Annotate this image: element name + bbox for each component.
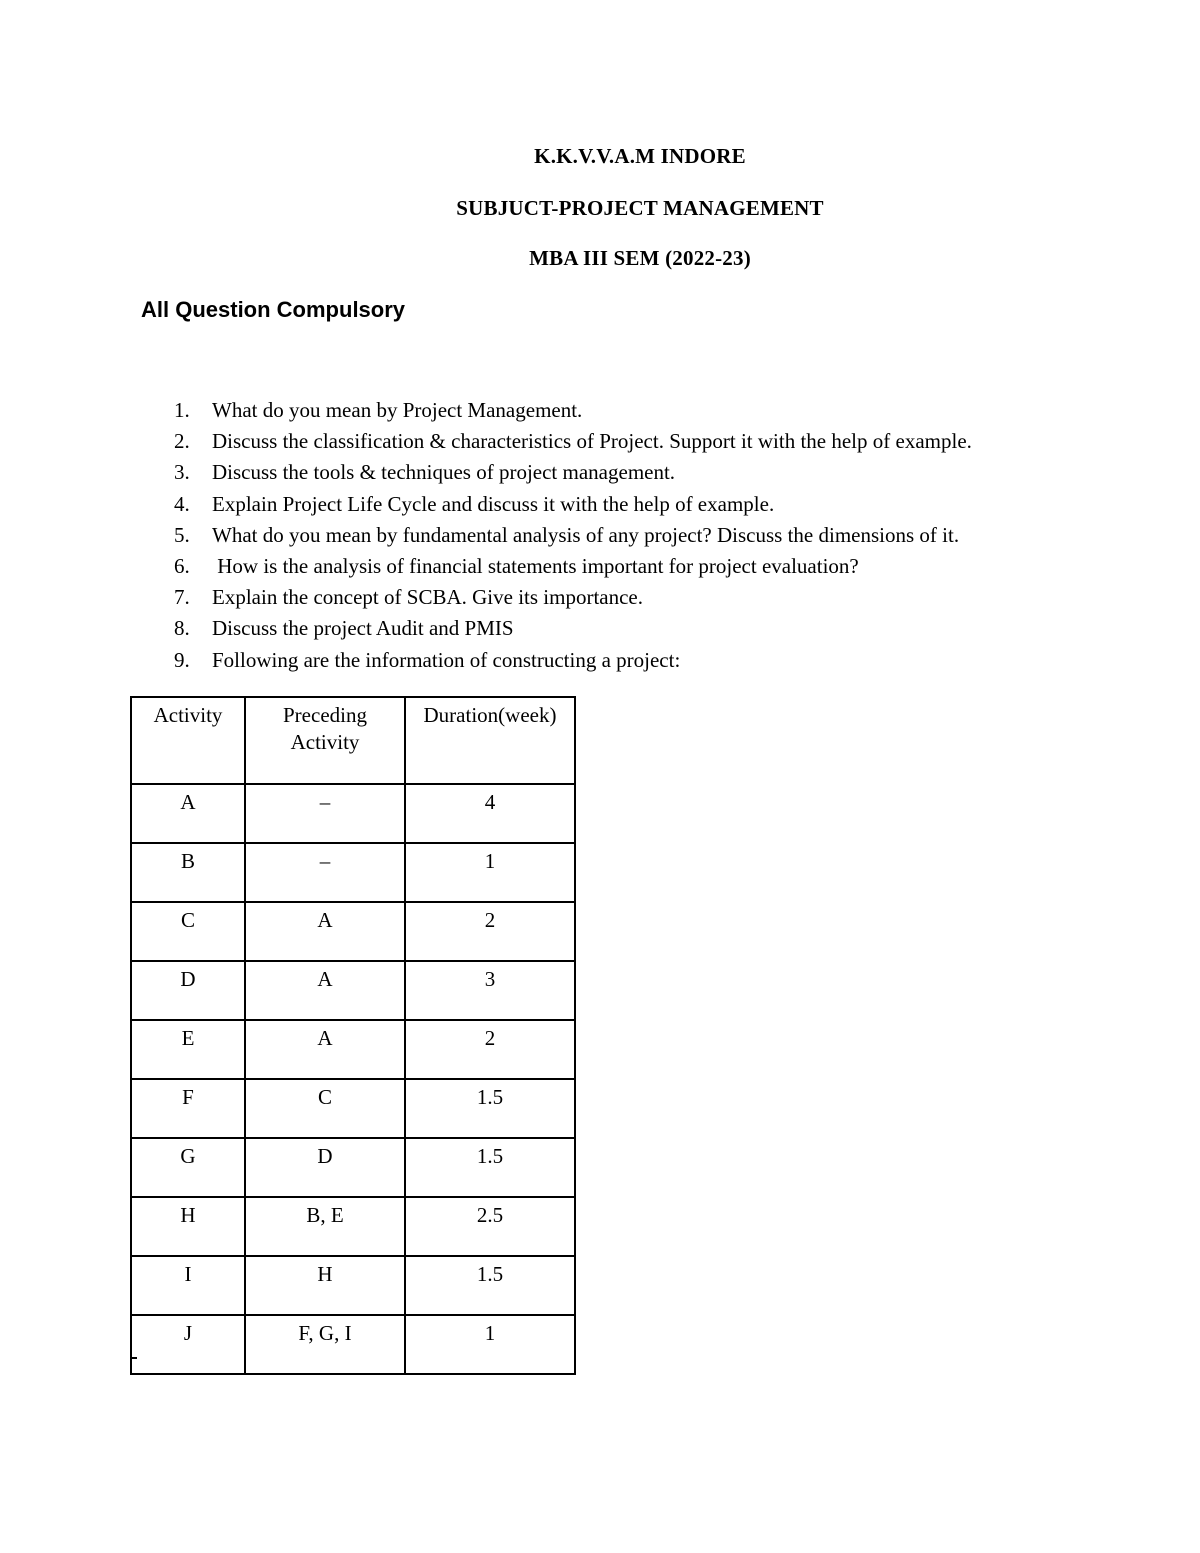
cell-duration: 2 [405,902,575,961]
cell-preceding: A [245,961,405,1020]
header-preceding-text: Preceding Activity [283,703,367,754]
question-number: 7. [174,585,190,610]
cell-preceding: B, E [245,1197,405,1256]
class-semester: MBA III SEM (2022-23) [529,246,751,270]
table-header-row [131,697,575,784]
question-text: Discuss the classification & characteristics of Project. Support it with the help of example. [212,429,972,454]
question-number: 6. [174,553,190,578]
table-row [131,843,575,902]
cell-activity: C [131,902,245,961]
table-row [131,1138,575,1197]
cell-preceding: D [245,1138,405,1197]
cell-duration: 1.5 [405,1138,575,1197]
cell-preceding: C [245,1079,405,1138]
question-text: Following are the information of constructing a project: [212,647,681,672]
cell-activity: E [131,1020,245,1079]
institution-name: K.K.V.V.A.M INDORE [534,144,746,168]
instruction-heading: All Question Compulsory [141,297,406,322]
question-text: What do you mean by fundamental analysis of any project? Discuss the dimensions of it. [212,522,960,547]
cell-duration: 2 [405,1020,575,1079]
cell-preceding: A [245,1020,405,1079]
table-row [131,1197,575,1256]
table-row [131,1079,575,1138]
question-text: Explain the concept of SCBA. Give its importance. [212,585,643,610]
question-number: 2. [174,429,190,454]
table-row [131,902,575,961]
question-text: Discuss the project Audit and PMIS [212,616,514,641]
cell-preceding: – [245,784,405,843]
cell-preceding: H [245,1256,405,1315]
cell-duration: 3 [405,961,575,1020]
question-text: Explain Project Life Cycle and discuss it with the help of example. [212,491,775,516]
cell-activity: J [131,1315,245,1374]
cell-activity: H [131,1197,245,1256]
header-activity: Activity [131,697,245,784]
cell-preceding: F, G, I [245,1315,405,1374]
cell-duration: 1.5 [405,1079,575,1138]
cell-activity: G [131,1138,245,1197]
question-number: 1. [174,398,190,422]
cell-activity: A [131,784,245,843]
cell-duration: 2.5 [405,1197,575,1256]
cell-activity: D [131,961,245,1020]
cell-activity: B [131,843,245,902]
cell-activity: I [131,1256,245,1315]
cell-duration: 1.5 [405,1256,575,1315]
question-number: 4. [174,491,190,516]
table-row [131,784,575,843]
cell-duration: 1 [405,843,575,902]
question-text: What do you mean by Project Management. [212,398,583,422]
table-row [131,961,575,1020]
cell-duration: 1 [405,1315,575,1374]
activity-table [130,696,576,1375]
cell-activity: F [131,1079,245,1138]
header-duration: Duration(week) [405,697,575,784]
subject-title: SUBJUCT-PROJECT MANAGEMENT [456,196,824,220]
question-text: Discuss the tools & techniques of project management. [212,460,676,485]
table-corner-mark [130,1357,137,1359]
cell-preceding: A [245,902,405,961]
table-row [131,1315,575,1374]
question-number: 8. [174,616,190,641]
table-row [131,1020,575,1079]
cell-duration: 4 [405,784,575,843]
header-preceding-activity [245,697,405,784]
question-number: 3. [174,460,190,485]
question-number: 9. [174,647,190,672]
question-number: 5. [174,522,190,547]
question-text: How is the analysis of financial statements important for project evaluation? [212,553,859,578]
table-row [131,1256,575,1315]
cell-preceding: – [245,843,405,902]
